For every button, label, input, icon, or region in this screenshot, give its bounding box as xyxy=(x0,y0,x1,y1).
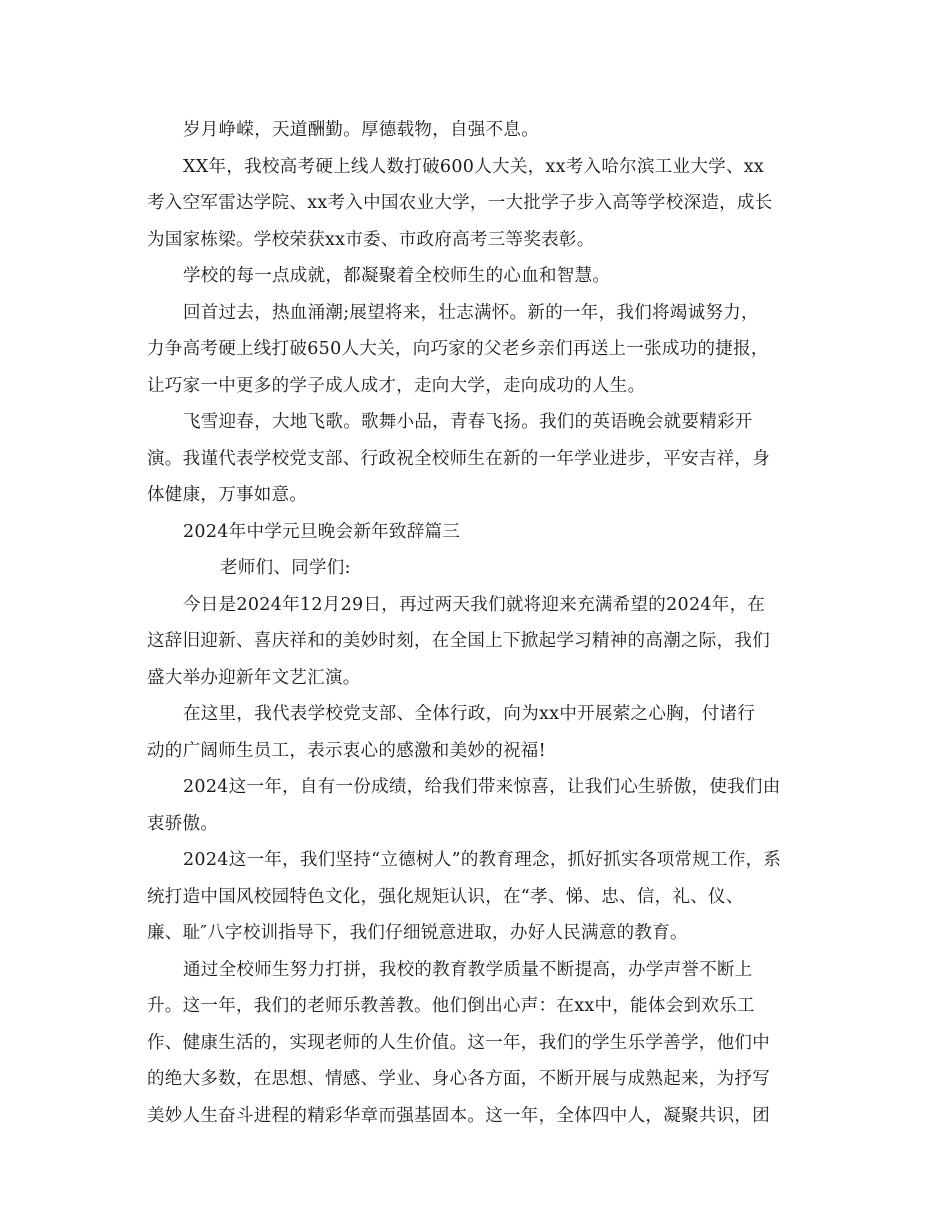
text-line: 为国家栋梁。学校荣获xx市委、市政府高考三等奖表彰。 xyxy=(147,230,595,250)
text-line: 通过全校师生努力打拼，我校的教育教学质量不断提高，办学声誉不断上 xyxy=(183,960,753,980)
text-line: 岁月峥嵘，天道酬勤。厚德载物，自强不息。 xyxy=(183,120,539,140)
text-line: 美妙人生奋斗进程的精彩华章而强基固本。这一年，全体四中人，凝聚共识，团 xyxy=(147,1106,770,1126)
text-line: 学校的每一点成就，都凝聚着全校师生的心血和智慧。 xyxy=(183,266,611,286)
text-line: 在这里，我代表学校党支部、全体行政，向为xx中开展萦之心胸，付诸行 xyxy=(183,704,756,724)
text-line: 考入空军雷达学院、xx考入中国农业大学，一大批学子步入高等学校深造，成长 xyxy=(147,193,773,213)
text-line: XX年，我校高考硬上线人数打破600人大关，xx考入哈尔滨工业大学、xx xyxy=(183,157,765,177)
text-line: 让巧家一中更多的学子成人成才，走向大学，走向成功的人生。 xyxy=(147,376,646,396)
text-line: 力争高考硬上线打破650人大关，向巧家的父老乡亲们再送上一张成功的捷报， xyxy=(147,339,769,359)
text-line: 飞雪迎春，大地飞歌。歌舞小品，青春飞扬。我们的英语晚会就要精彩开 xyxy=(183,412,753,432)
text-line: 2024这一年，我们坚持“立德树人”的教育理念，抓好抓实各项常规工作，系 xyxy=(183,850,782,870)
text-line: 的绝大多数，在思想、情感、学业、身心各方面，不断开展与成熟起来，为抒写 xyxy=(147,1069,770,1089)
text-line: 盛大举办迎新年文艺汇演。 xyxy=(147,668,361,688)
text-line: 2024这一年，自有一份成绩，给我们带来惊喜，让我们心生骄傲，使我们由 xyxy=(183,777,781,797)
text-line: 衷骄傲。 xyxy=(147,814,219,834)
text-line: 回首过去，热血涌潮;展望将来，壮志满怀。新的一年，我们将竭诚努力， xyxy=(183,303,759,323)
text-line: 今日是2024年12月29日，再过两天我们就将迎来充满希望的2024年，在 xyxy=(183,595,766,615)
text-line: 这辞旧迎新、喜庆祥和的美妙时刻，在全国上下掀起学习精神的高潮之际，我们 xyxy=(147,631,770,651)
salutation: 老师们、同学们: xyxy=(220,558,351,578)
section-heading: 2024年中学元旦晚会新年致辞篇三 xyxy=(183,522,461,542)
text-line: 体健康，万事如意。 xyxy=(147,485,308,505)
text-line: 动的广阔师生员工，表示衷心的感激和美妙的祝福! xyxy=(147,741,546,761)
text-line: 升。这一年，我们的老师乐教善教。他们倒出心声：在xx中，能体会到欢乐工 xyxy=(147,996,755,1016)
text-line: 廉、耻″八字校训指导下，我们仔细锐意进取，办好人民满意的教育。 xyxy=(147,923,688,943)
text-line: 作、健康生活的，实现老师的人生价值。这一年，我们的学生乐学善学，他们中 xyxy=(147,1033,770,1053)
text-line: 统打造中国风校园特色文化，强化规矩认识，在“孝、悌、忠、信，礼、仪、 xyxy=(147,887,744,907)
text-line: 演。我谨代表学校党支部、行政祝全校师生在新的一年学业进步，平安吉祥，身 xyxy=(147,449,770,469)
